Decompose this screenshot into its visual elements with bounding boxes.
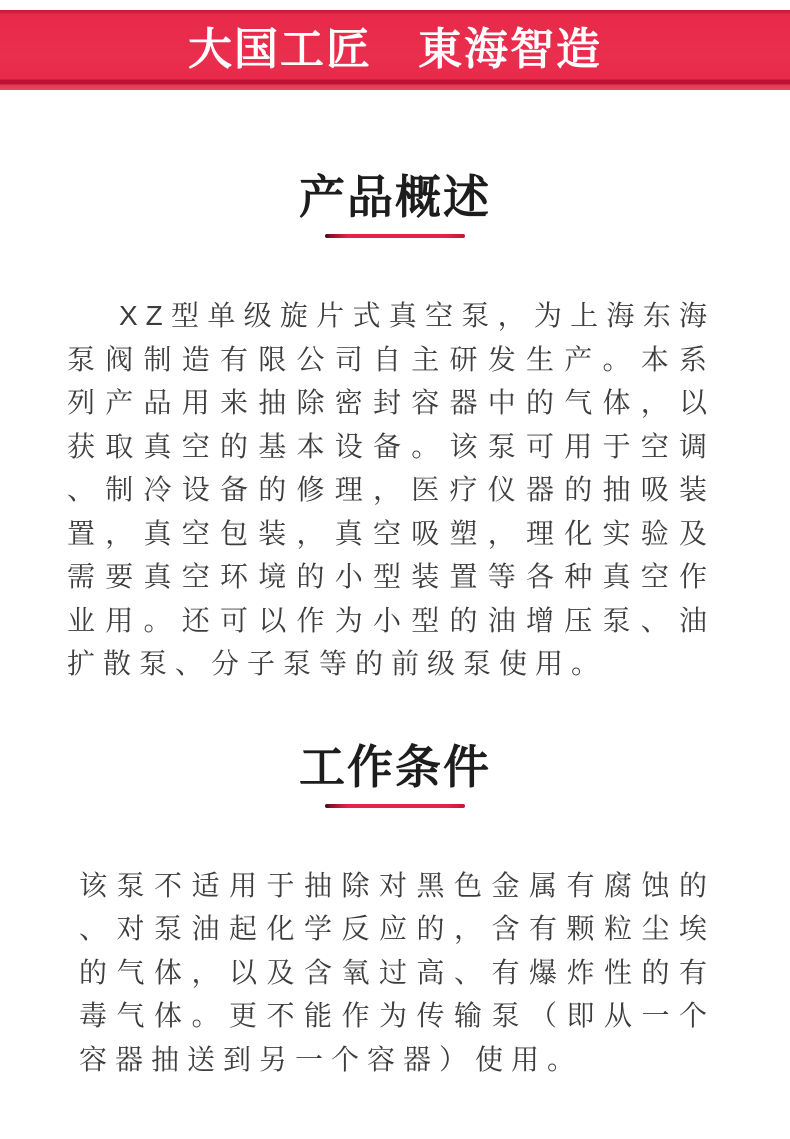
banner-title: 大国工匠 東海智造 bbox=[188, 25, 602, 74]
paragraph-line: 该泵不适用于抽除对黑色金属有腐蚀的 bbox=[79, 869, 715, 901]
paragraph-line: 泵阀制造有限公司自主研发生产。本系 bbox=[67, 343, 715, 375]
paragraph-line: 、制冷设备的修理，医疗仪器的抽吸装 bbox=[67, 474, 715, 505]
paragraph-line: 需要真空环境的小型装置等各种真空作 bbox=[67, 561, 715, 592]
section-heading-working-conditions: 工作条件 bbox=[299, 740, 491, 793]
section-heading-overview: 产品概述 bbox=[299, 171, 491, 223]
paragraph-line: 置，真空包装，真空吸塑，理化实验及 bbox=[67, 517, 715, 549]
paragraph-line: 、对泵油起化学反应的，含有颗粒尘埃 bbox=[79, 913, 715, 944]
paragraph-line: 业用。还可以作为小型的油增压泵、油 bbox=[67, 604, 715, 636]
heading-underline-decoration bbox=[325, 804, 465, 808]
overview-paragraph bbox=[67, 294, 715, 686]
paragraph-line: 列产品用来抽除密封容器中的气体，以 bbox=[67, 387, 715, 418]
paragraph-line: XZ型单级旋片式真空泵，为上海东海 bbox=[119, 300, 715, 331]
paragraph-line: 扩散泵、分子泵等的前级泵使用。 bbox=[67, 648, 608, 679]
paragraph-line: 毒气体。更不能作为传输泵（即从一个 bbox=[79, 1000, 715, 1031]
paragraph-line: 获取真空的基本设备。该泵可用于空调 bbox=[67, 430, 715, 462]
paragraph-line: 容器抽送到另一个容器）使用。 bbox=[79, 1043, 584, 1075]
top-banner bbox=[0, 10, 790, 90]
working-conditions-paragraph bbox=[67, 864, 715, 1082]
heading-underline-decoration bbox=[325, 234, 465, 238]
paragraph-line: 的气体，以及含氧过高、有爆炸性的有 bbox=[79, 956, 715, 988]
